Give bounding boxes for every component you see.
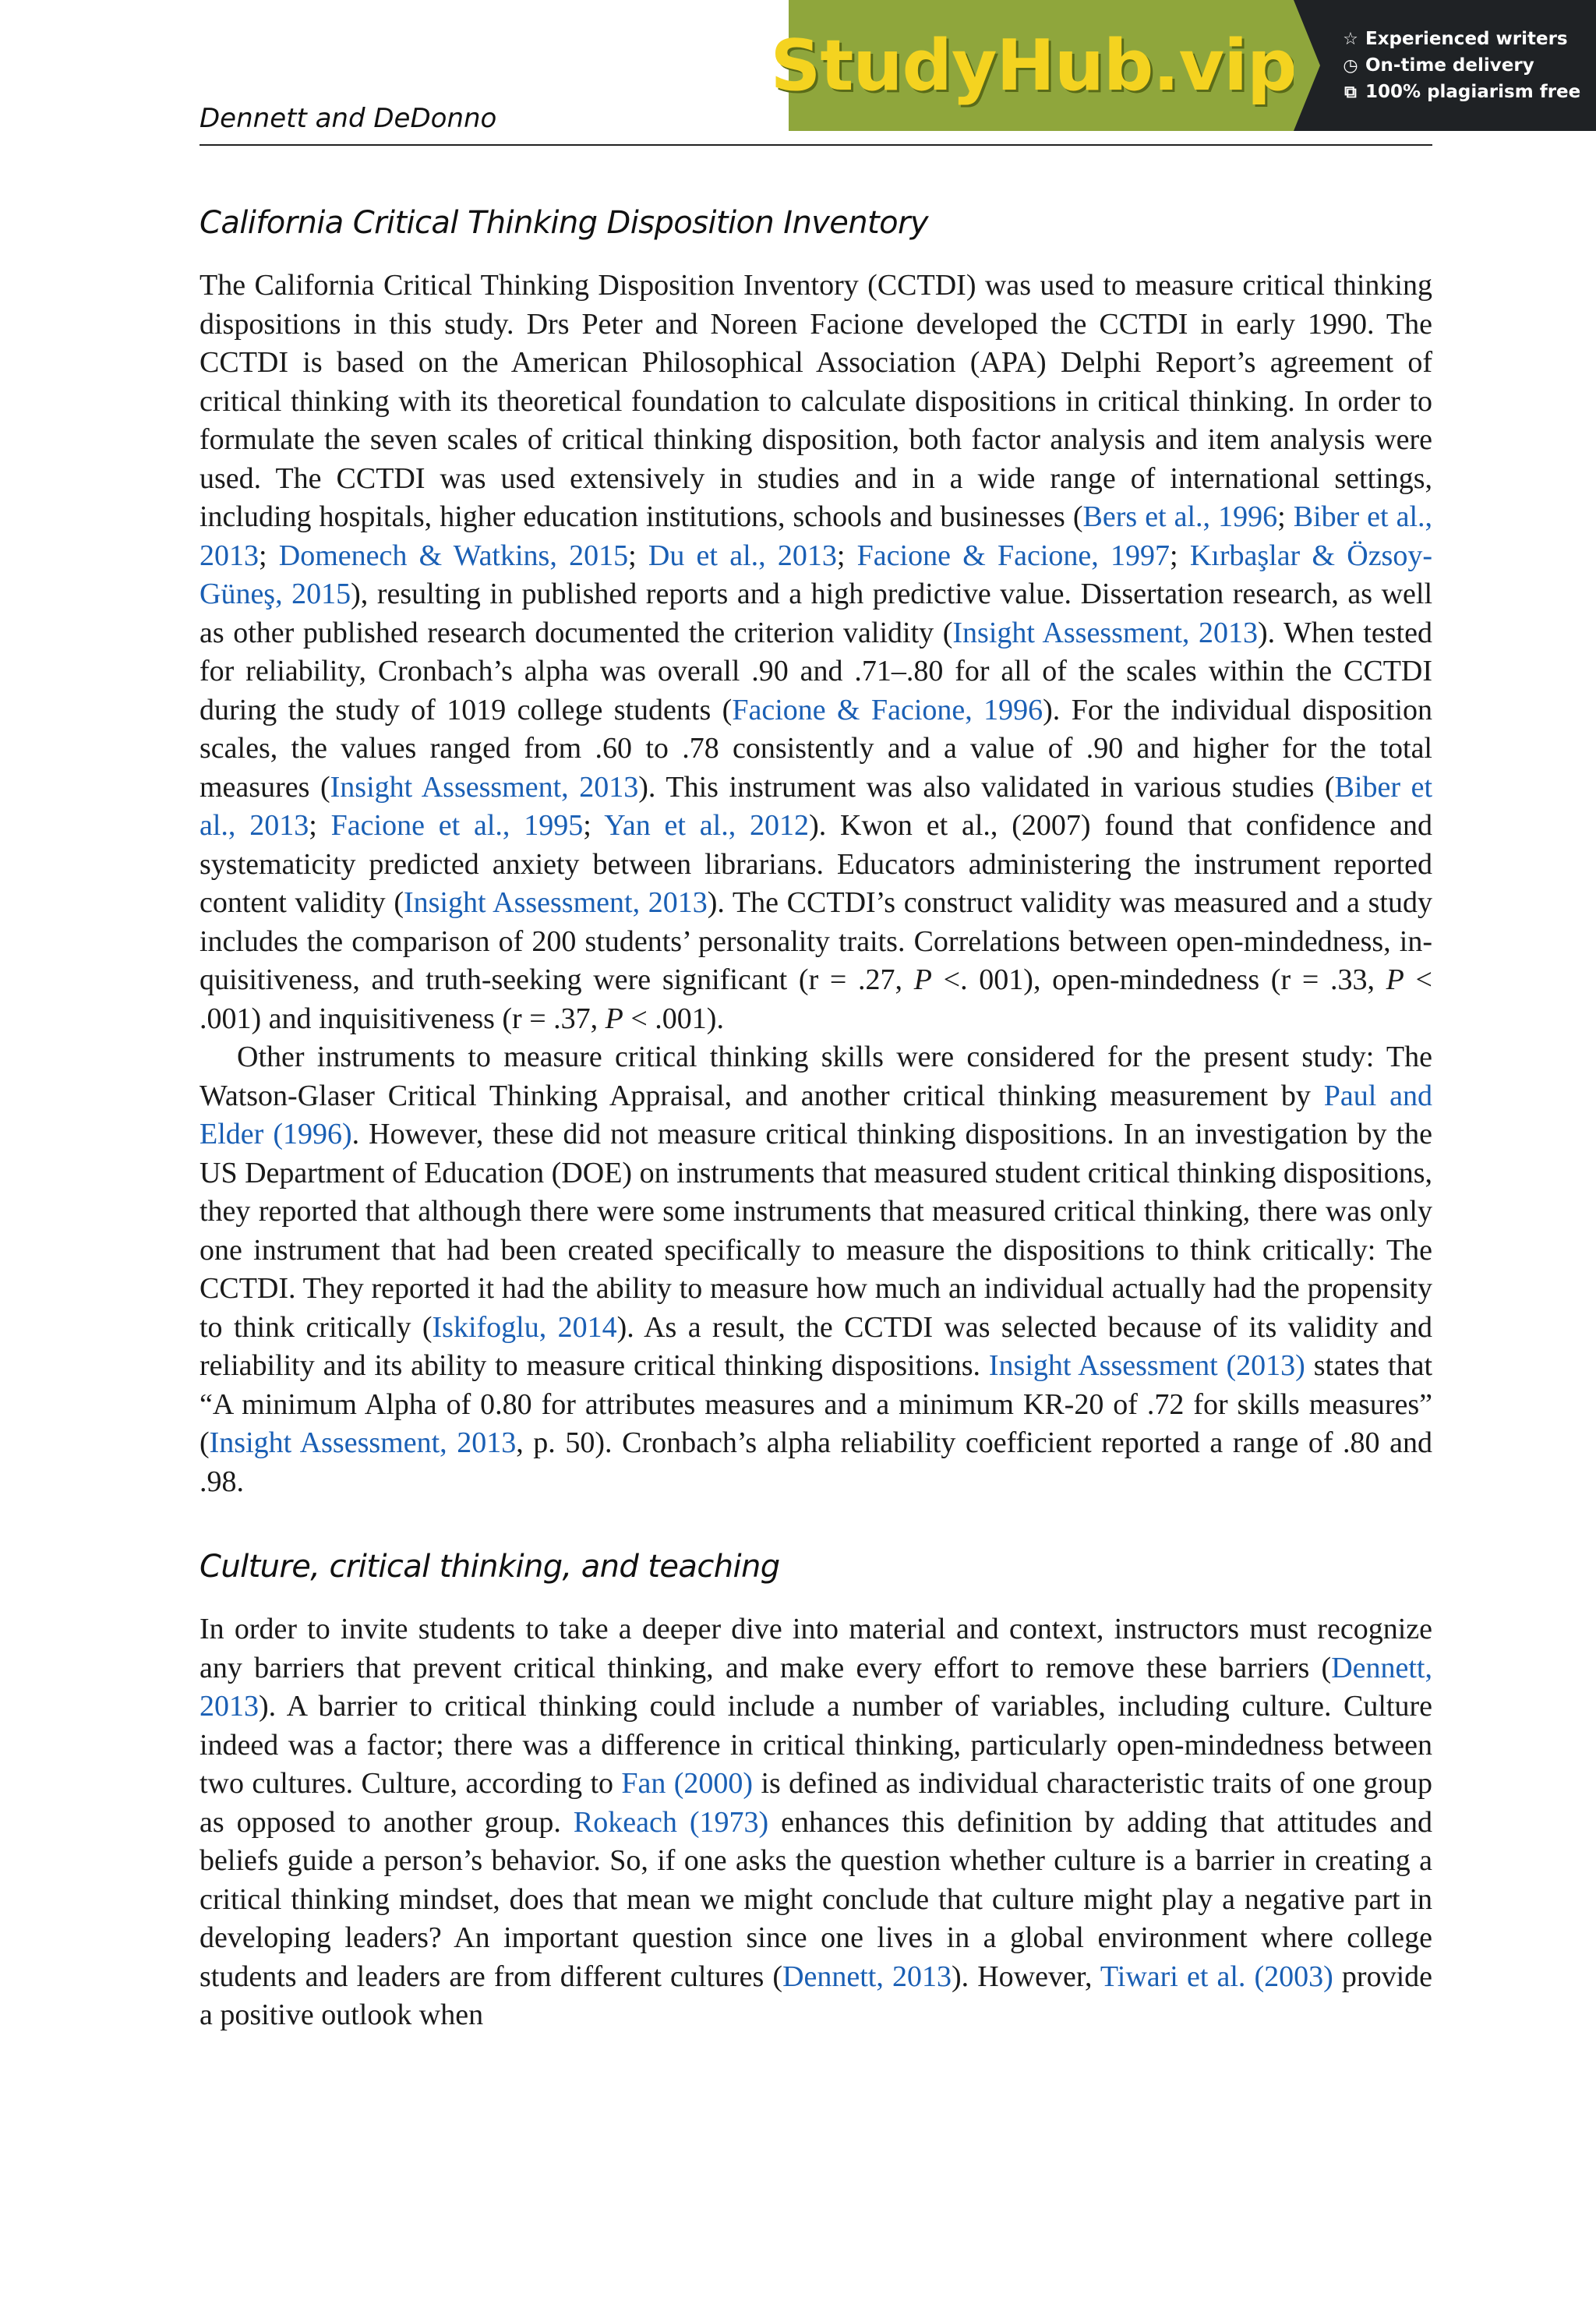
section-heading-cctdi: California Critical Thinking Disposition Inventory (200, 205, 928, 241)
citation-link[interactable]: Facione & Facione, 1997 (856, 539, 1171, 572)
text-run: ; (1170, 539, 1190, 572)
citation-link[interactable]: Bers et al., 1996 (1082, 500, 1278, 533)
text-run: ; (583, 809, 605, 842)
citation-link[interactable]: Yan et al., 2012 (604, 809, 810, 842)
text-run: ; (309, 809, 331, 842)
p-value-symbol: P (605, 1002, 623, 1035)
paragraph-cctdi (200, 267, 1432, 1038)
text-run: , p. 50). Cronbach’s alpha reliability coefficient reported a range of .80 and .98. (200, 1426, 1433, 1498)
feature-on-time-delivery (1342, 55, 1596, 76)
citation-link[interactable]: Dennett, 2013 (200, 1651, 1432, 1723)
star-icon: ☆ (1343, 29, 1358, 49)
citation-link[interactable]: Insight Assessment, 2013 (330, 770, 639, 804)
copy-icon: ⧉ (1344, 82, 1357, 102)
feature-list (1294, 0, 1596, 131)
text-run: ). For the individual disposition scales, the values ranged from .60 to .78 consistently and a value of .90 and higher for the total measures ( (200, 693, 1433, 804)
text-run: <. 001), open-mindedness (r = .33, (931, 963, 1386, 996)
citation-link[interactable]: Facione et al., 1995 (330, 809, 584, 842)
text-run: states that “A minimum Alpha of 0.80 for attributes measures and a minimum KR-20 of .72 for skills measures” ( (200, 1349, 1432, 1459)
text-run: ; (628, 539, 648, 572)
text-run: ). When tested for reliability, Cronbach’s alpha was overall .90 and .71–.80 for all of the scales within the CCTDI during the study of 1019 college students ( (200, 616, 1432, 726)
citation-link[interactable]: Rokeach (1973) (573, 1805, 769, 1839)
text-run: The California Critical Thinking Disposition Inventory (CCTDI) was used to measure critical thinking dispositions in this study. Drs Peter and Noreen Facione developed the CCTDI in early 1990. The CCTDI is based on the American Philosophical Association (APA) Delphi Report’s agreement of critical thinking with its theoretical foundation to calculate dispositions in critical thinking. In order to formulate the seven scales of critical thinking disposition, both factor analysis and item analysis were used. The CCTDI was used extensively in studies and in a wide range of international settings, including hospitals, higher education institutions, schools and businesses ( (200, 269, 1432, 533)
promo-banner[interactable] (770, 0, 1596, 131)
citation-link[interactable]: Insight Assessment (2013) (988, 1349, 1305, 1382)
running-header: Dennett and DeDonno (200, 103, 497, 134)
citation-link[interactable]: Fan (2000) (621, 1767, 754, 1800)
text-run: ). A barrier to critical thinking could include a number of variables, including culture. Culture indeed was a factor; there was a difference in critical thinking, particularly open-mindedness between two cultures. Culture, according to (200, 1690, 1432, 1800)
citation-link[interactable]: Biber et al., 2013 (200, 500, 1433, 572)
section-heading-culture: Culture, critical thinking, and teaching (200, 1549, 780, 1585)
text-run: ; (836, 539, 857, 572)
citation-link[interactable]: Kırbaşlar & Özsoy-Güneş, 2015 (200, 539, 1432, 610)
text-run: ; (259, 539, 279, 572)
clock-icon: ◷ (1343, 55, 1358, 76)
text-run: ). The CCTDI’s construct validity was measured and a study includes the comparison of 200 students’ personality traits. Correlations between open-mindedness, inquisitiveness, and truth-seeking were significant (r = .27, (200, 886, 1432, 996)
citation-link[interactable]: Facione & Facione, 1996 (732, 693, 1043, 726)
studyhub-logo[interactable] (770, 0, 1297, 131)
citation-link[interactable]: Iskifoglu, 2014 (432, 1310, 617, 1344)
text-run: ). As a result, the CCTDI was selected because of its validity and reliability and its ability to measure critical thinking dispositions. (200, 1310, 1432, 1382)
citation-link[interactable]: Paul and Elder (1996) (200, 1079, 1432, 1150)
citation-link[interactable]: Du et al., 2013 (648, 539, 837, 572)
text-run: Other instruments to measure critical thinking skills were considered for the present study: The Watson-Glaser Critical Thinking Appraisal, and another critical thinking measurement by (200, 1041, 1432, 1112)
feature-plagiarism-free (1342, 82, 1596, 102)
text-run: enhances this definition by adding that attitudes and beliefs guide a person’s behavior. So, if one asks the question whether culture is a barrier in creating a critical thinking mindset, does that mean we might conclude that culture might play a negative part in developing leaders? An important question since one lives in a global environment where college students and leaders are from different cultures ( (200, 1805, 1432, 1993)
citation-link[interactable]: Insight Assessment, 2013 (209, 1426, 517, 1459)
p-value-symbol: P (1386, 963, 1404, 996)
article-body (200, 204, 1432, 2035)
citation-link[interactable]: Biber et al., 2013 (200, 770, 1433, 842)
citation-link[interactable]: Tiwari et al. (2003) (1100, 1960, 1333, 1993)
text-run: ). This instrument was also validated in various studies ( (638, 770, 1335, 804)
text-run: In order to invite students to take a deeper dive into material and context, instructors must recognize any barriers that prevent critical thinking, and make every effort to remove these barriers ( (200, 1613, 1432, 1684)
citation-link[interactable]: Domenech & Watkins, 2015 (278, 539, 629, 572)
header-rule (200, 144, 1432, 146)
text-run: provide a positive outlook when (200, 1960, 1433, 2031)
feature-label: On-time delivery (1365, 55, 1534, 76)
text-run: ). Kwon et al., (2007) found that confidence and systematicity predicted anxiety between librarians. Educators administering the instrument reported content validity ( (200, 809, 1433, 919)
feature-label: 100% plagiarism free (1365, 82, 1581, 102)
feature-label: Experienced writers (1365, 29, 1568, 49)
text-run: is defined as individual characteristic traits of one group as opposed to another group. (200, 1767, 1433, 1839)
p-value-symbol: P (913, 963, 932, 996)
text-run: ), resulting in published reports and a high predictive value. Dissertation research, as well as other published research documented the criterion validity ( (200, 578, 1433, 649)
text-run: < .001) and inquisitiveness (r = .37, (200, 963, 1432, 1035)
citation-link[interactable]: Insight Assessment, 2013 (952, 616, 1258, 649)
text-run: ). However, (951, 1960, 1100, 1993)
feature-experienced-writers (1342, 29, 1596, 49)
citation-link[interactable]: Insight Assessment, 2013 (403, 886, 708, 919)
citation-link[interactable]: Dennett, 2013 (782, 1960, 952, 1993)
logo-text: StudyHub.vip (770, 24, 1297, 107)
paragraph-other-instruments (200, 1038, 1432, 1501)
text-run: ; (1277, 500, 1294, 533)
paragraph-culture (200, 1610, 1432, 2035)
text-run: < .001). (623, 1002, 724, 1035)
text-run: . However, these did not measure critical thinking dispositions. In an investigation by the US Department of Education (DOE) on instruments that measured student critical thinking dispositions, they reported that although there were some instruments that measured critical thinking, there was only one instrument that had been created specifically to measure the dispositions to think critically: The CCTDI. They reported it had the ability to measure how much an individual actually had the propensity to think critically ( (200, 1118, 1432, 1344)
